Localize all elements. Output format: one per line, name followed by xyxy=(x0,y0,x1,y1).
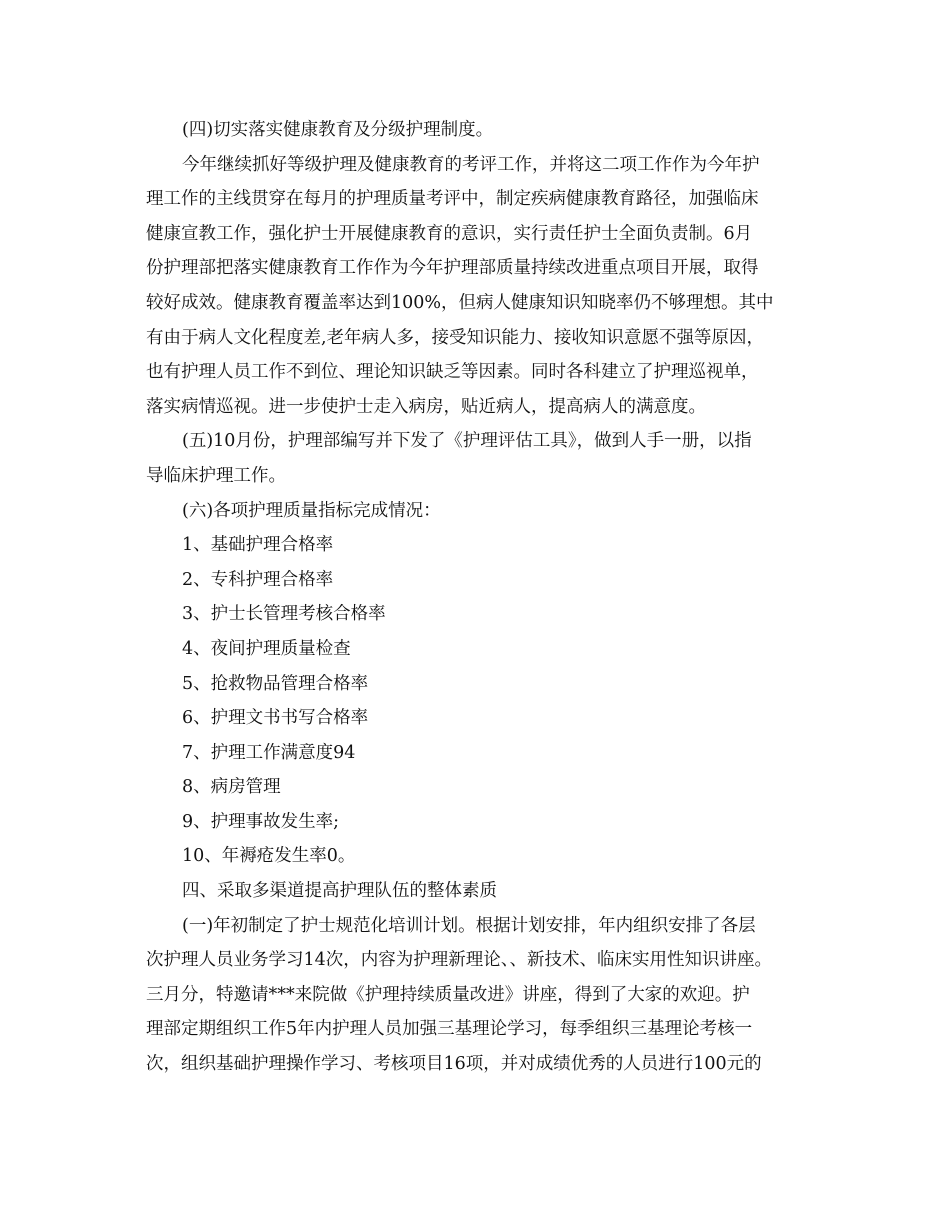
text-line: (六)各项护理质量指标完成情况： xyxy=(182,500,441,521)
text-line: 10、年褥疮发生率0。 xyxy=(182,846,356,867)
text-line: 份护理部把落实健康教育工作作为今年护理部质量持续改进重点项目开展，取得 xyxy=(146,258,759,279)
text-line: (一)年初制定了护士规范化培训计划。根据计划安排，年内组织安排了各层 xyxy=(182,915,756,936)
text-line: 落实病情巡视。进一步使护士走入病房，贴近病人，提高病人的满意度。 xyxy=(146,396,706,417)
text-line: 7、护理工作满意度94 xyxy=(182,742,356,763)
text-line: 9、护理事故发生率; xyxy=(182,811,340,832)
text-line: 次护理人员业务学习14次，内容为护理新理论、、新技术、临床实用性知识讲座。 xyxy=(146,950,773,971)
document-body xyxy=(146,113,826,1082)
text-line: 6、护理文书书写合格率 xyxy=(182,708,369,729)
text-line: 2、专科护理合格率 xyxy=(182,569,334,590)
text-line: 也有护理人员工作不到位、理论知识缺乏等因素。同时各科建立了护理巡视单， xyxy=(146,362,759,383)
text-line: 1、基础护理合格率 xyxy=(182,535,334,556)
text-line: 8、病房管理 xyxy=(182,777,281,798)
text-line: 健康宣教工作，强化护士开展健康教育的意识，实行责任护士全面负责制。6月 xyxy=(146,223,753,244)
text-line: 今年继续抓好等级护理及健康教育的考评工作，并将这二项工作作为今年护 xyxy=(182,154,760,175)
text-line: 三月分，特邀请***来院做《护理持续质量改进》讲座，得到了大家的欢迎。护 xyxy=(146,984,750,1005)
text-line: 四、采取多渠道提高护理队伍的整体素质 xyxy=(182,881,497,902)
text-line: 3、护士长管理考核合格率 xyxy=(182,604,386,625)
text-line: 较好成效。健康教育覆盖率达到100%，但病人健康知识知晓率仍不够理想。其中 xyxy=(146,292,774,313)
text-line: 5、抢救物品管理合格率 xyxy=(182,673,369,694)
text-line: (四)切实落实健康教育及分级护理制度。 xyxy=(182,120,494,140)
text-line: 次，组织基础护理操作学习、考核项目16项，并对成绩优秀的人员进行100元的 xyxy=(146,1054,762,1075)
text-line: 理工作的主线贯穿在每月的护理质量考评中，制定疾病健康教育路径，加强临床 xyxy=(146,189,759,210)
text-line: 导临床护理工作。 xyxy=(146,465,286,486)
text-line: 4、夜间护理质量检查 xyxy=(182,638,351,659)
text-line: 有由于病人文化程度差,老年病人多，接受知识能力、接收知识意愿不强等原因， xyxy=(146,327,765,348)
text-line: 理部定期组织工作5年内护理人员加强三基理论学习，每季组织三基理论考核一 xyxy=(146,1019,753,1040)
text-line: (五)10月份，护理部编写并下发了《护理评估工具》，做到人手一册，以指 xyxy=(182,431,752,452)
